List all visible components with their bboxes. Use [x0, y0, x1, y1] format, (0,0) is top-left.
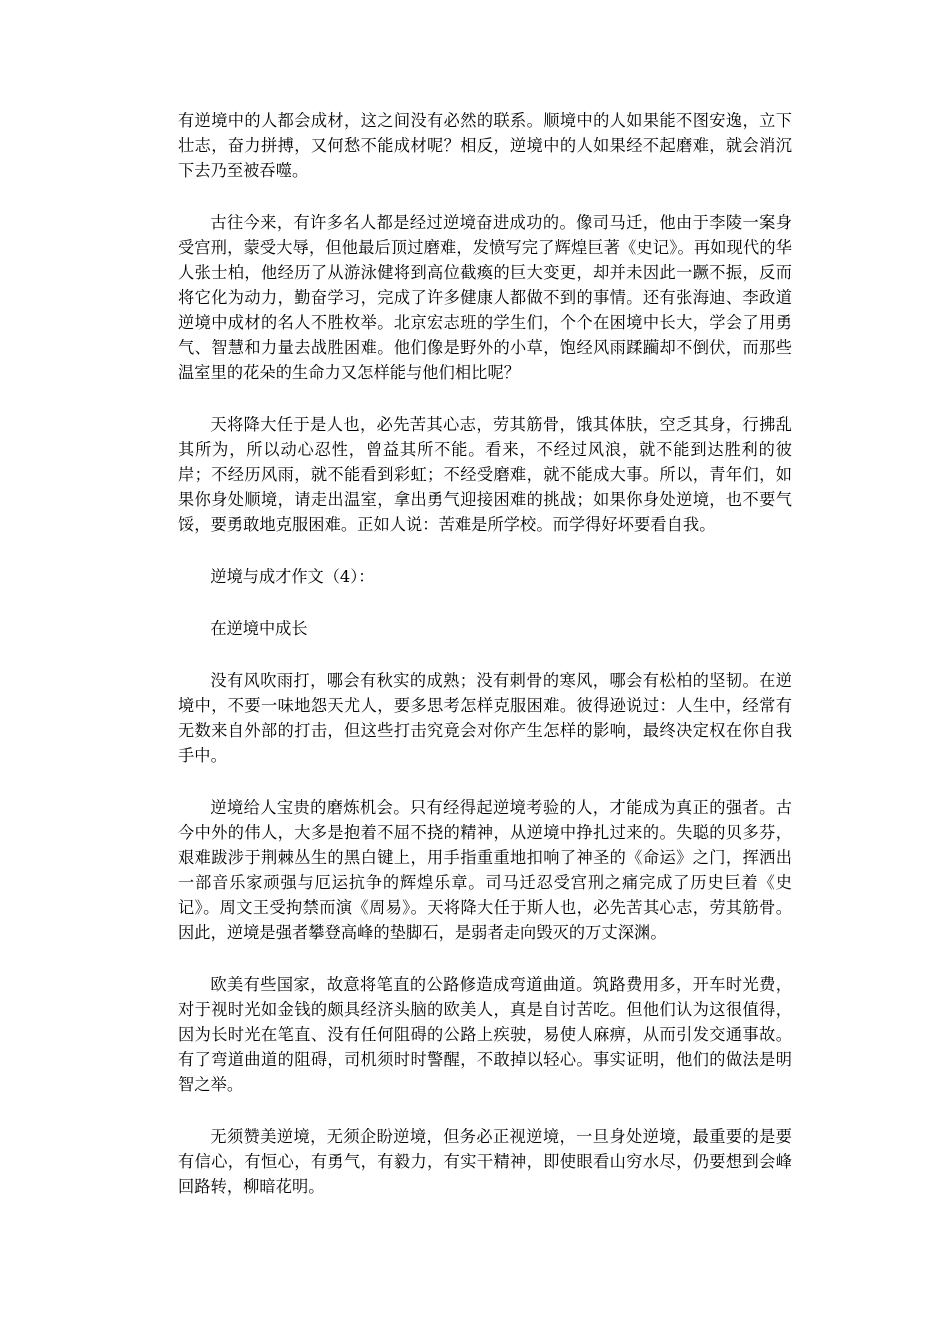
paragraph-famous-people: 古往今来，有许多名人都是经过逆境奋进成功的。像司马迁，他由于李陵一案身受宫刑，蒙受大辱，但他最后顶过磨难，发愤写完了辉煌巨著《史记》。再如现代的华人张士柏，他经历了从游泳健将到高位截瘓的巨大变更，却并未因此一蹶不振，反而将它化为动力，勤奋学习，完成了许多健康人都做不到的事情。还有张海迪、李政道逆境中成材的名人不胜枚举。北京宏志班的学生们，个个在困境中长大，学会了用勇气、智慧和力量去战胜困难。他们像是野外的小草，饱经风雨蹂躏却不倒伏，而那些温室里的花朵的生命力又怎样能与他们相比呢？	[178, 213, 792, 382]
paragraph-heaven-mandate: 天将降大任于是人也，必先苦其心志，劳其筋骨，饿其体肤，空乏其身，行拂乱其所为，所以动心忍性，曾益其所不能。看来，不经过风浪，就不能到达胜利的彼岸；不经历风雨，就不能看到彩虹；不经受磨难，就不能成大事。所以，青年们，如果你身处顺境，请走出温室，拿出勇气迎接困难的挑战；如果你身处逆境，也不要气馁，要勇敢地克服困难。正如人说：苦难是所学校。而学得好坏要看自我。	[178, 415, 792, 534]
essay-paragraph-1: 没有风吹雨打，哪会有秋实的成熟；没有刺骨的寒风，哪会有松柏的坚韧。在逆境中，不要一味地怨天尤人，要多思考怎样克服困难。彼得逊说过：人生中，经常有无数来自外部的打击，但这些打击究竟会对你产生怎样的影响，最终决定权在你自我手中。	[178, 671, 792, 765]
paragraph-continuation: 有逆境中的人都会成材，这之间没有必然的联系。顺境中的人如果能不图安逸，立下壮志，奋力拼搏，又何愁不能成材呢？相反，逆境中的人如果经不起磨难，就会消沉下去乃至被吞噬。	[178, 111, 792, 180]
essay-paragraph-2: 逆境给人宝贵的磨炼机会。只有经得起逆境考验的人，才能成为真正的强者。古今中外的伟人，大多是抱着不屈不挠的精神，从逆境中挣扎过来的。失聪的贝多芬，艰难跋涉于荆棘丛生的黑白键上，用手指重重地扣响了神圣的《命运》之门，挥洒出一部音乐家顽强与厄运抗争的辉煌乐章。司马迁忍受宫刑之痛完成了历史巨着《史记》。周文王受拘禁而演《周易》。天将降大任于斯人也，必先苦其心志，劳其筋骨。因此，逆境是强者攀登高峰的垫脚石，是弱者走向毁灭的万丈深渊。	[178, 798, 792, 942]
essay-paragraph-3: 欧美有些国家，故意将笔直的公路修造成弯道曲道。筑路费用多，开车时光费，对于视时光如金钱的颇具经济头脑的欧美人，真是自讨苦吃。但他们认为这很值得，因为长时光在笔直、没有任何阻碍的公路上疾驶，易使人麻痹，从而引发交通事故。有了弯道曲道的阻碍，司机须时时警醒，不敢掉以轻心。事实证明，他们的做法是明智之举。	[178, 975, 792, 1094]
essay-paragraph-4: 无须赞美逆境，无须企盼逆境，但务必正视逆境，一旦身处逆境，最重要的是要有信心，有恒心，有勇气，有毅力，有实干精神，即使眼看山穷水尽，仍要想到会峰回路转，柳暗花明。	[178, 1127, 792, 1196]
essay-title: 在逆境中成长	[210, 619, 308, 638]
section-title: 逆境与成才作文（4）：	[210, 567, 375, 586]
document-page	[178, 108, 792, 1226]
